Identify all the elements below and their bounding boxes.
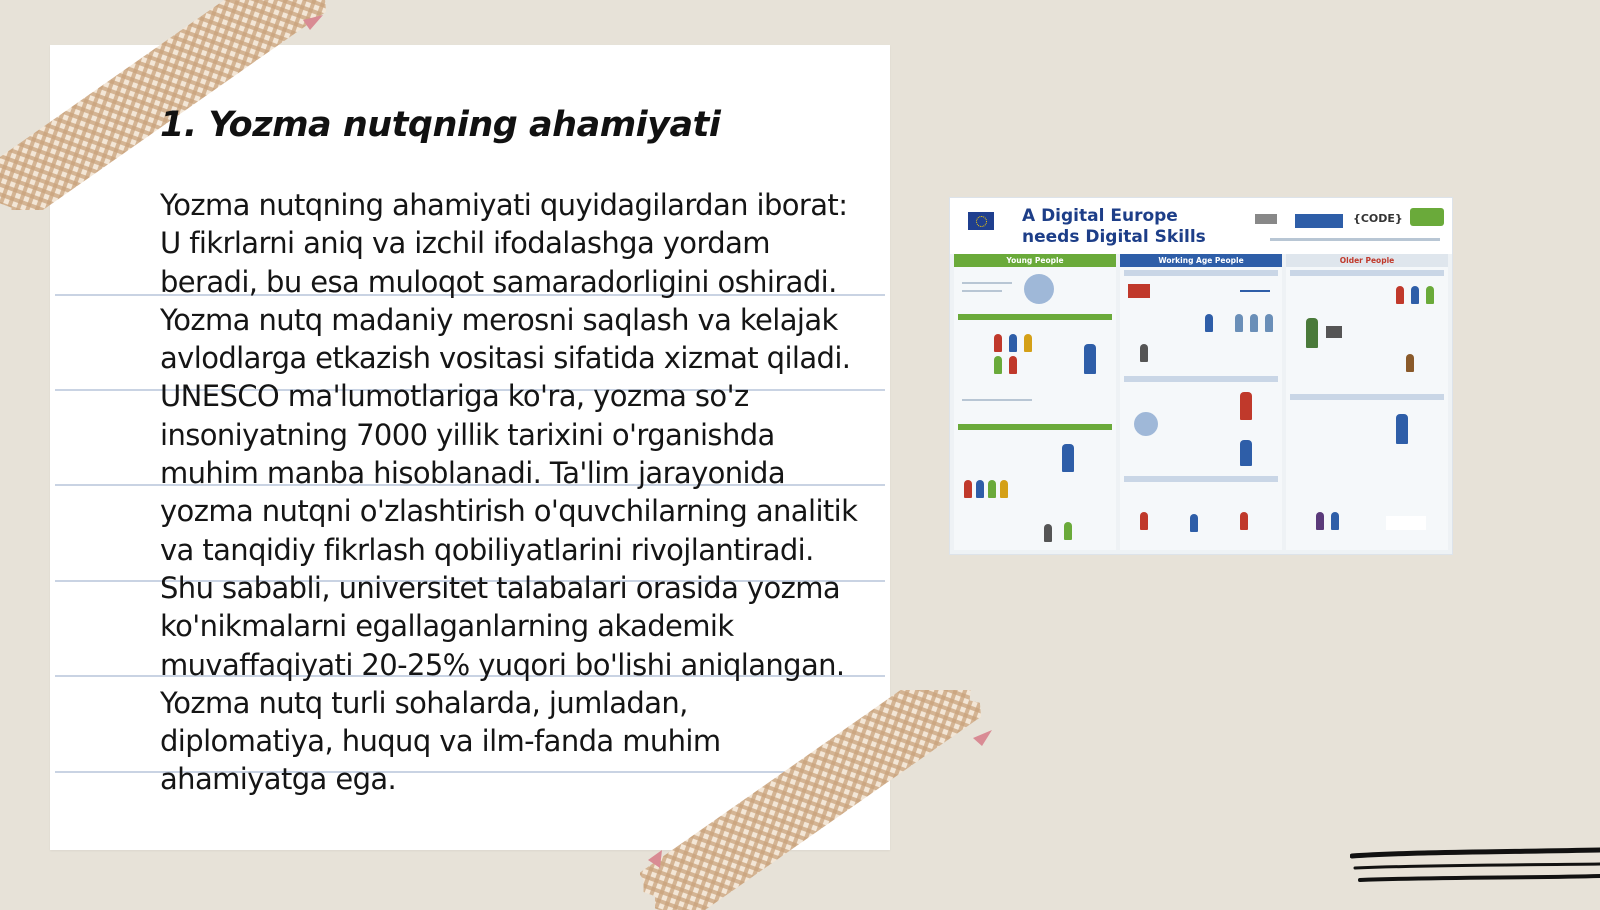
computer-icon: [1326, 326, 1342, 338]
commission-logo-icon: [1295, 214, 1343, 228]
section-bar: [958, 424, 1112, 430]
person-icon: [1205, 314, 1213, 332]
person-icon: [1396, 286, 1404, 304]
donut-chart-icon: [1134, 412, 1158, 436]
person-icon: [1024, 334, 1032, 352]
person-icon: [1426, 286, 1434, 304]
person-icon: [1064, 522, 1072, 540]
person-icon: [976, 480, 984, 498]
person-icon: [1240, 440, 1252, 466]
person-icon: [1396, 414, 1408, 444]
person-icon: [1250, 314, 1258, 332]
text-line: [962, 282, 1012, 284]
person-icon: [994, 334, 1002, 352]
text-line: [962, 399, 1032, 401]
person-icon: [994, 356, 1002, 374]
infographic-column-working: [1120, 254, 1282, 550]
column-header-working: Working Age People: [1120, 254, 1282, 267]
section-bar: [1124, 476, 1278, 482]
trend-arrow-icon: [1240, 290, 1270, 292]
person-icon: [1009, 334, 1017, 352]
slide-title: 1. Yozma nutqning ahamiyati: [160, 105, 721, 145]
person-icon: [1000, 480, 1008, 498]
person-icon: [1240, 512, 1248, 530]
person-icon: [1190, 514, 1198, 532]
decorative-scribble-lines: [1350, 840, 1600, 890]
infographic-header: [950, 198, 1452, 254]
section-bar: [1124, 270, 1278, 276]
infographic-columns: [954, 254, 1448, 550]
person-icon: [1411, 286, 1419, 304]
person-icon: [1306, 318, 1318, 348]
person-icon: [1044, 524, 1052, 542]
text-line: [962, 290, 1002, 292]
partner-logo-icon: [1255, 214, 1277, 224]
infographic-title: [1022, 206, 1206, 248]
infographic-title-line1: A Digital Europe: [1022, 206, 1178, 226]
person-icon: [1062, 444, 1074, 472]
eu-flag-icon: [968, 212, 994, 230]
infographic-title-line2: needs Digital Skills: [1022, 227, 1206, 247]
person-icon: [1140, 344, 1148, 362]
slide-body-text: Yozma nutqning ahamiyati quyidagilardan iborat: U fikrlarni aniq va izchil ifodalashga yordam beradi, bu esa muloqot samaradorligini oshiradi. Yozma nutq madaniy merosni saqlash va kelajak avlodlarga etkazish vositasi sifatida xizmat qiladi. UNESCO ma'lumotlariga ko'ra, yozma so'z insoniyatning 7000 yillik tarixini o'rganishda muhim manba hisoblanadi. Ta'lim jarayonida yozma nutqni o'zlashtirish o'quvchilarning analitik va tanqidiy fikrlash qobiliyatlarini rivojlantiradi. Shu sababli, universitet talabalari orasida yozma ko'nikmalarni egallaganlarning akademik muvaffaqiyati 20-25% yuqori bo'lishi aniqlangan. Yozma nutq turli sohalarda, jumladan, diplomatiya, huquq va ilm-fanda muhim ahamiyatga ega.: [160, 188, 858, 797]
person-icon: [1240, 392, 1252, 420]
infographic-column-young: [954, 254, 1116, 550]
social-tags-icon: [1270, 238, 1440, 241]
donut-chart-icon: [1024, 274, 1054, 304]
badge-icon: [1128, 284, 1150, 298]
person-icon: [988, 480, 996, 498]
person-icon: [1406, 354, 1414, 372]
person-icon: [1331, 512, 1339, 530]
section-bar: [1124, 376, 1278, 382]
column-header-older: Older People: [1286, 254, 1448, 267]
devices-icon: [1386, 516, 1426, 530]
skills-logo-icon: [1410, 208, 1444, 226]
person-icon: [1316, 512, 1324, 530]
person-icon: [1084, 344, 1096, 374]
column-header-young: Young People: [954, 254, 1116, 267]
person-icon: [1140, 512, 1148, 530]
section-bar: [958, 314, 1112, 320]
section-bar: [1290, 270, 1444, 276]
person-icon: [1265, 314, 1273, 332]
section-bar: [1290, 394, 1444, 400]
digital-skills-infographic: [950, 198, 1452, 554]
person-icon: [1009, 356, 1017, 374]
person-icon: [1235, 314, 1243, 332]
person-icon: [964, 480, 972, 498]
code-logo: {CODE}: [1353, 212, 1403, 225]
infographic-column-older: [1286, 254, 1448, 550]
